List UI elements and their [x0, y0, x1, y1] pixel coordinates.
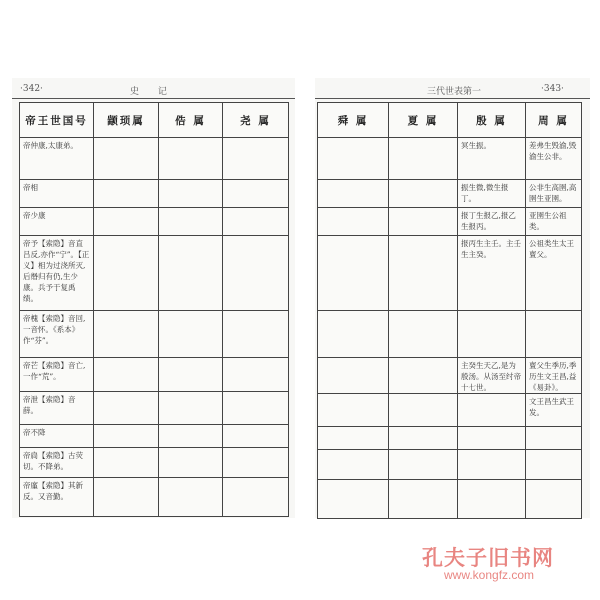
table-cell: [159, 180, 223, 208]
table-cell: [318, 394, 389, 427]
table-row: [20, 425, 289, 448]
left-running-title: 史 记: [130, 87, 175, 97]
table-cell: [223, 208, 289, 236]
table-cell: [458, 450, 526, 480]
reign-name-cell: 帝少康: [20, 208, 94, 236]
table-cell: [223, 358, 289, 392]
table-cell: [318, 208, 389, 236]
table-cell: [458, 394, 526, 427]
right-page: [315, 78, 590, 518]
table-cell: [94, 358, 159, 392]
table-cell: 主癸生天乙,是为殷汤。从汤至纣帝十七世。: [458, 358, 526, 394]
table-cell: [223, 180, 289, 208]
table-row: [20, 358, 289, 392]
table-cell: [159, 425, 223, 448]
table-cell: [526, 480, 582, 519]
table-cell: 文王昌生武王发。: [526, 394, 582, 427]
left-table: [19, 102, 289, 517]
table-cell: [159, 358, 223, 392]
reign-name-cell: 帝芒【索隐】音亡,一作“荒”。: [20, 358, 94, 392]
table-cell: [389, 236, 458, 311]
table-row: [20, 208, 289, 236]
table-cell: [94, 311, 159, 358]
table-cell: [318, 480, 389, 519]
table-cell: 报丙生主壬。主壬生主癸。: [458, 236, 526, 311]
table-cell: [389, 394, 458, 427]
table-cell: [458, 480, 526, 519]
reign-name-cell: 帝仲康,太康弟。: [20, 138, 94, 180]
left-page-number: ·342·: [20, 84, 43, 94]
table-row: [318, 180, 582, 208]
table-cell: 公祖类生太王亶父。: [526, 236, 582, 311]
table-row: [318, 311, 582, 358]
table-cell: 报丁生报乙,报乙生报丙。: [458, 208, 526, 236]
table-row: [20, 448, 289, 478]
table-cell: [526, 311, 582, 358]
table-cell: [159, 478, 223, 517]
table-cell: [94, 478, 159, 517]
column-header: 颛顼属: [94, 103, 159, 138]
table-cell: [389, 138, 458, 180]
table-cell: [94, 208, 159, 236]
table-cell: [223, 478, 289, 517]
table-cell: 振生微,微生报丁。: [458, 180, 526, 208]
table-cell: [526, 450, 582, 480]
right-table: [317, 102, 582, 519]
table-cell: [458, 311, 526, 358]
table-cell: [94, 425, 159, 448]
column-header: 舜 属: [318, 103, 389, 138]
table-cell: [389, 311, 458, 358]
table-cell: [389, 180, 458, 208]
reign-name-cell: 帝泄【索隐】音薛。: [20, 392, 94, 425]
left-header-rule: [12, 98, 295, 99]
table-cell: [94, 392, 159, 425]
right-running-title: 三代世表第一: [427, 87, 482, 97]
table-cell: [94, 138, 159, 180]
table-cell: 差弗生毁渝,毁渝生公非。: [526, 138, 582, 180]
left-running-head: [12, 84, 295, 98]
table-cell: [318, 358, 389, 394]
right-table-header-row: [318, 103, 582, 138]
table-cell: 公非生高圉,高圉生亚圉。: [526, 180, 582, 208]
table-cell: [389, 358, 458, 394]
table-cell: [318, 138, 389, 180]
table-row: [318, 358, 582, 394]
reign-name-cell: 帝扃【索隐】古荧切。不降弟。: [20, 448, 94, 478]
table-row: [318, 138, 582, 180]
table-cell: [223, 392, 289, 425]
reign-name-cell: 帝槐【索隐】音回,一音怀。《系本》作“芬”。: [20, 311, 94, 358]
reign-name-cell: 帝廑【索隐】其新反。又音勤。: [20, 478, 94, 517]
table-row: [318, 208, 582, 236]
table-cell: [159, 208, 223, 236]
table-row: [318, 236, 582, 311]
table-cell: [458, 427, 526, 450]
table-cell: [318, 180, 389, 208]
table-row: [20, 478, 289, 517]
table-row: [318, 427, 582, 450]
table-cell: [389, 208, 458, 236]
table-row: [20, 236, 289, 311]
reign-name-cell: 帝相: [20, 180, 94, 208]
table-cell: [159, 311, 223, 358]
table-row: [318, 480, 582, 519]
column-header: 殷 属: [458, 103, 526, 138]
table-cell: [223, 448, 289, 478]
table-cell: [526, 427, 582, 450]
table-row: [20, 180, 289, 208]
watermark-url: www.kongfz.com: [444, 568, 535, 582]
right-page-number: ·343·: [541, 84, 564, 94]
watermark: [422, 542, 590, 586]
right-running-head: [315, 84, 590, 98]
table-cell: [318, 450, 389, 480]
table-cell: [159, 236, 223, 311]
table-cell: [318, 311, 389, 358]
table-cell: [94, 180, 159, 208]
table-cell: [389, 480, 458, 519]
table-row: [20, 392, 289, 425]
left-page: [12, 78, 295, 518]
left-table-header-row: [20, 103, 289, 138]
table-row: [318, 394, 582, 427]
column-header: 帝王世国号: [20, 103, 94, 138]
table-cell: [318, 427, 389, 450]
right-header-rule: [315, 98, 590, 99]
column-header: 尧 属: [223, 103, 289, 138]
table-cell: [223, 311, 289, 358]
table-row: [318, 450, 582, 480]
reign-name-cell: 帝不降: [20, 425, 94, 448]
table-cell: [223, 236, 289, 311]
table-row: [20, 311, 289, 358]
table-cell: [223, 138, 289, 180]
table-cell: [94, 236, 159, 311]
column-header: 夏 属: [389, 103, 458, 138]
table-cell: [223, 425, 289, 448]
column-header: 俈 属: [159, 103, 223, 138]
watermark-title: 孔夫子旧书网: [422, 545, 554, 570]
table-cell: [318, 236, 389, 311]
table-cell: [159, 448, 223, 478]
column-header: 周 属: [526, 103, 582, 138]
table-cell: 冥生振。: [458, 138, 526, 180]
table-cell: 亚圉生公祖类。: [526, 208, 582, 236]
table-cell: [159, 392, 223, 425]
table-row: [20, 138, 289, 180]
table-cell: [389, 450, 458, 480]
table-cell: 亶父生季历,季历生文王昌,益《易卦》。: [526, 358, 582, 394]
table-cell: [94, 448, 159, 478]
table-cell: [389, 427, 458, 450]
reign-name-cell: 帝予【索隐】音直吕反,亦作“宁”。【正义】相为过浇所灭,后缗归有仍,生少康。兵予于复禹绩。: [20, 236, 94, 311]
table-cell: [159, 138, 223, 180]
